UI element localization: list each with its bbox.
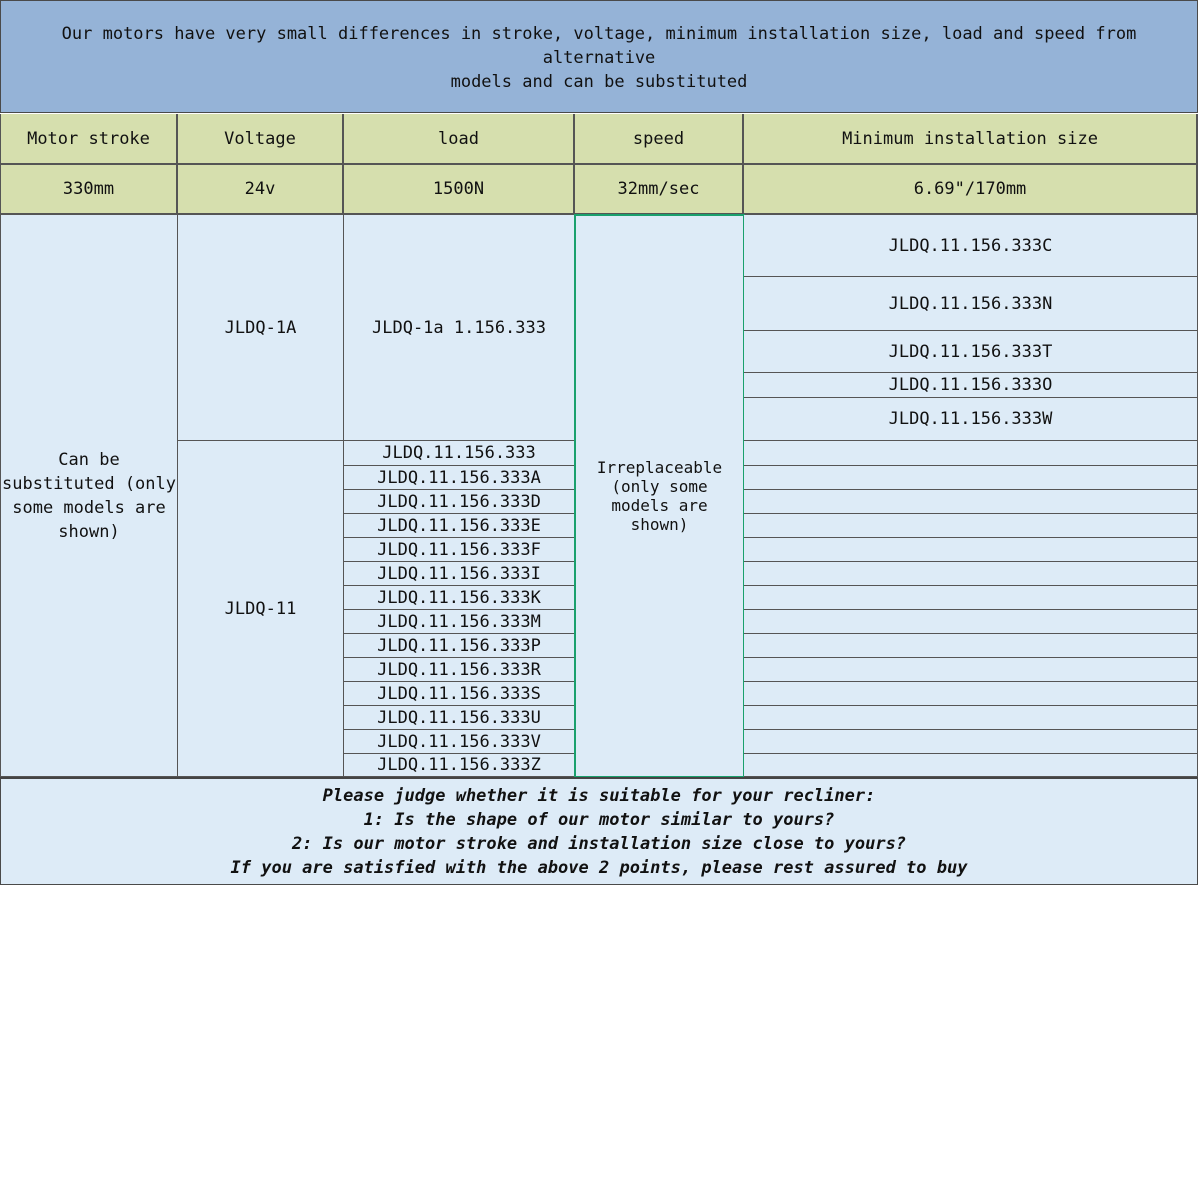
spec-load: 1500N xyxy=(344,165,575,215)
empty-cell xyxy=(744,466,1198,490)
footer-line-1: Please judge whether it is suitable for your recliner: xyxy=(322,785,876,806)
empty-cell xyxy=(744,538,1198,562)
group-1a-load-model: JLDQ-1a 1.156.333 xyxy=(344,215,575,441)
list-item: JLDQ.11.156.333N xyxy=(744,277,1198,331)
spec-speed: 32mm/sec xyxy=(575,165,744,215)
list-item: JLDQ.11.156.333C xyxy=(744,215,1198,277)
list-item: JLDQ.11.156.333U xyxy=(344,706,575,730)
empty-cell xyxy=(744,754,1198,777)
empty-cell xyxy=(744,514,1198,538)
substitution-label: Can be substituted (only some models are shown) xyxy=(0,215,178,777)
header-speed: speed xyxy=(575,114,744,165)
empty-cell xyxy=(744,730,1198,754)
irreplaceable-note: Irreplaceable (only some models are shown) xyxy=(574,214,745,778)
list-item: JLDQ.11.156.333I xyxy=(344,562,575,586)
spec-stroke: 330mm xyxy=(0,165,178,215)
footer-line-2: 1: Is the shape of our motor similar to yours? xyxy=(363,809,835,830)
list-item: JLDQ.11.156.333R xyxy=(344,658,575,682)
header-motor-stroke: Motor stroke xyxy=(0,114,178,165)
footer-line-3: 2: Is our motor stroke and installation size close to yours? xyxy=(291,833,907,854)
list-item: JLDQ.11.156.333V xyxy=(344,730,575,754)
footer-line-4: If you are satisfied with the above 2 points, please rest assured to buy xyxy=(230,857,968,878)
empty-cell xyxy=(744,562,1198,586)
banner-line-1: Our motors have very small differences in stroke, voltage, minimum installation size, load and speed from alternative xyxy=(61,23,1137,68)
group-1a-name: JLDQ-1A xyxy=(178,215,344,441)
footer-note xyxy=(0,777,1198,885)
list-item: JLDQ.11.156.333Z xyxy=(344,754,575,777)
list-item: JLDQ.11.156.333P xyxy=(344,634,575,658)
empty-cell xyxy=(744,610,1198,634)
list-item: JLDQ.11.156.333W xyxy=(744,398,1198,441)
empty-cell xyxy=(744,490,1198,514)
empty-cell xyxy=(744,586,1198,610)
list-item: JLDQ.11.156.333K xyxy=(344,586,575,610)
list-item: JLDQ.11.156.333M xyxy=(344,610,575,634)
list-item: JLDQ.11.156.333E xyxy=(344,514,575,538)
list-item: JLDQ.11.156.333 xyxy=(344,441,575,466)
banner-line-2: models and can be substituted xyxy=(450,71,748,92)
list-item: JLDQ.11.156.333T xyxy=(744,331,1198,373)
empty-cell xyxy=(744,706,1198,730)
spec-min-size: 6.69"/170mm xyxy=(744,165,1198,215)
spec-voltage: 24v xyxy=(178,165,344,215)
header-voltage: Voltage xyxy=(178,114,344,165)
empty-cell xyxy=(744,682,1198,706)
group-11-name: JLDQ-11 xyxy=(178,441,344,777)
header-min-size: Minimum installation size xyxy=(744,114,1198,165)
list-item: JLDQ.11.156.333A xyxy=(344,466,575,490)
empty-cell xyxy=(744,441,1198,466)
title-banner xyxy=(0,0,1198,113)
list-item: JLDQ.11.156.333S xyxy=(344,682,575,706)
list-item: JLDQ.11.156.333D xyxy=(344,490,575,514)
empty-cell xyxy=(744,634,1198,658)
list-item: JLDQ.11.156.333F xyxy=(344,538,575,562)
list-item: JLDQ.11.156.333O xyxy=(744,373,1198,398)
header-load: load xyxy=(344,114,575,165)
empty-cell xyxy=(744,658,1198,682)
